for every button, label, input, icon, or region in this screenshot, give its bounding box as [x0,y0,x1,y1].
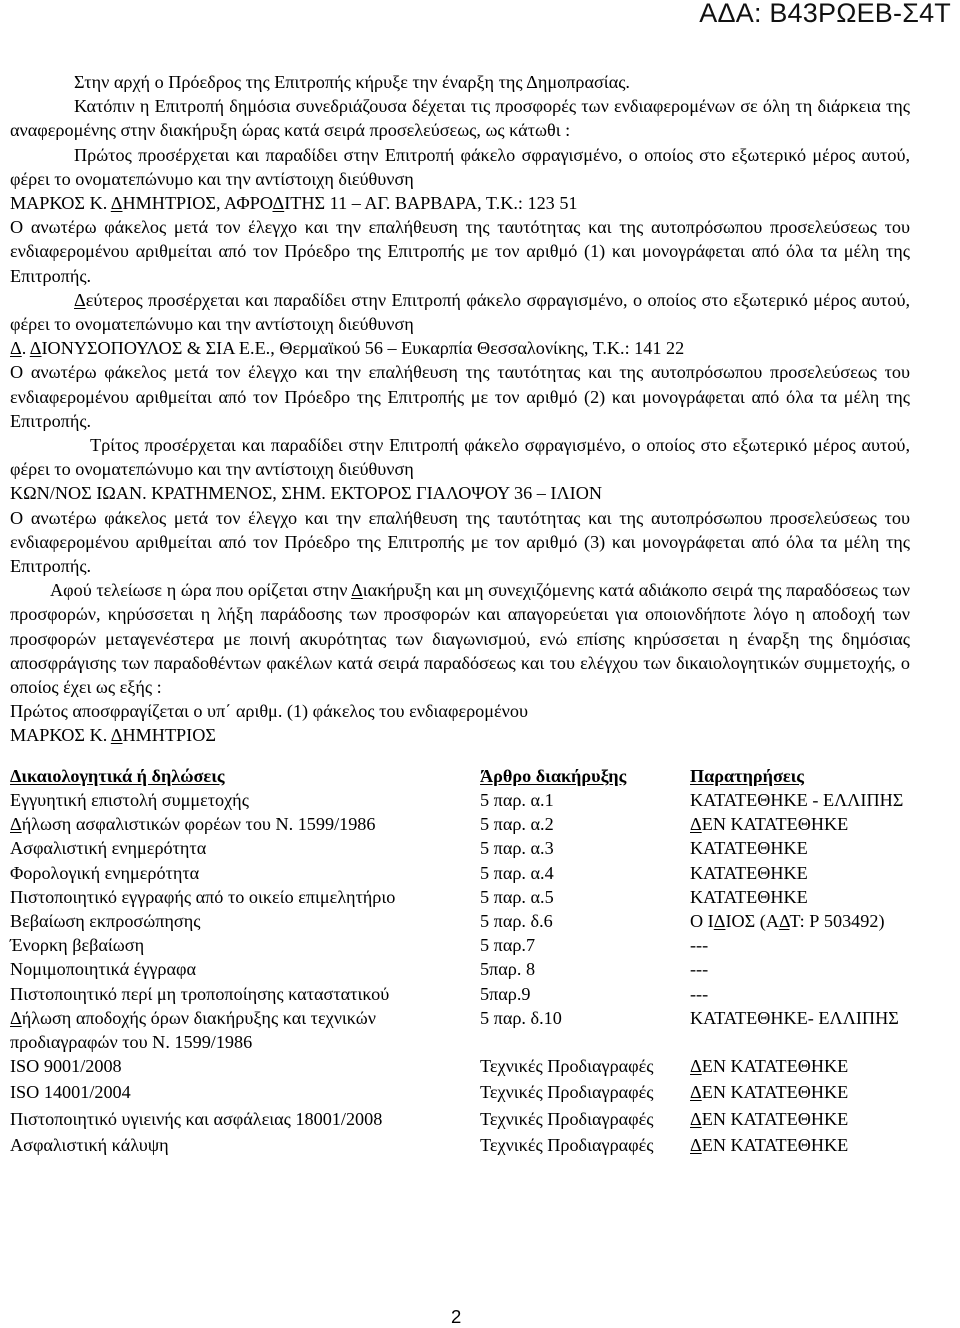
document-cell [10,957,480,981]
text-run: Ο Ι [690,910,714,931]
document-cell [10,885,480,909]
bidder-1-name [10,723,910,747]
text-run: ήλωση ασφαλιστικών φορέων του Ν. 1599/1986 [21,814,376,835]
remarks-cell [690,909,910,933]
text-run: ΕΝ ΚΑΤΑΤΕΘΗΚΕ [701,1082,849,1103]
article-cell: 5 παρ. δ.10 [480,1007,562,1028]
article-cell: Τεχνικές Προδιαγραφές [480,1134,654,1155]
text-run: Τ: Ρ 503492) [789,910,885,931]
document-cell [10,909,480,933]
underlined-text: Δ [110,725,123,746]
text-run: ΕΝ ΚΑΤΑΤΕΘΗΚΕ [701,1056,849,1077]
document-cell [10,933,480,957]
remarks-cell [690,885,910,909]
text-run: ΜΑΡΚΟΣ Κ. [10,725,111,746]
article-cell: 5 παρ. α.2 [480,814,554,835]
document-cell [10,788,480,812]
text-run: ΚΑΤΑΤΕΘΗΚΕ [690,862,808,883]
underlined-text: Δ [351,580,363,601]
text-run: εύτερος προσέρχεται και παραδίδει στην Επιτροπή φάκελο σφραγισμένο, ο οποίος στο εξωτερικό μέρος αυτού, φέρει το ονοματεπώνυμο και την αντίστοιχη διεύθυνση [10,289,910,335]
text-run: Ασφαλιστική κάλυψη [10,1134,169,1155]
table-row [10,909,910,933]
text-run: Πιστοποιητικό εγγραφής από το οικείο επιμελητήριο [10,886,396,907]
table-row [10,933,910,957]
text-run: ISO 9001/2008 [10,1056,122,1077]
text-run: ήλωση αποδοχής όρων διακήρυξης και τεχνικών προδιαγραφών του Ν. 1599/1986 [10,1007,377,1052]
article-cell: 5 παρ. δ.6 [480,910,553,931]
text-run: ΕΝ ΚΑΤΑΤΕΘΗΚΕ [701,814,849,835]
text-run: ΚΑΤΑΤΕΘΗΚΕ - ΕΛΛΙΠΗΣ [690,789,904,810]
text-run: ΗΜΗΤΡΙΟΣ [122,725,216,746]
remarks-cell [690,861,910,885]
document-name [10,1008,376,1052]
article-cell: Τεχνικές Προδιαγραφές [480,1056,654,1077]
text-run: Νομιμοποιητικά έγγραφα [10,959,197,980]
underlined-text: Δ [690,1108,702,1129]
text-run: . [21,338,30,359]
text-run: Φορολογική ενημερότητα [10,862,200,883]
underlined-text: Δ [778,910,790,931]
underlined-text: Δ [74,289,86,310]
remarks-cell [690,1080,910,1106]
remarks-cell [690,788,910,812]
header-documents: Δικαιολογητικά ή δηλώσεις [10,765,225,786]
document-cell [10,982,480,1006]
text-run: Ένορκη βεβαίωση [10,935,145,956]
text-run: Εγγυητική επιστολή συμμετοχής [10,789,249,810]
text-run: ΙΟΣ (Α [725,910,779,931]
underlined-text: Δ [29,338,42,359]
text-run: ΙΟΝΥΣΟΠΟΥΛΟΣ & ΣΙΑ Ε.Ε., Θερμαϊκού 56 – Ευκαρπία Θεσσαλονίκης, Τ.Κ.: 141 22 [41,338,685,359]
header-article: Άρθρο διακήρυξης [480,765,627,786]
document-cell [10,1006,480,1054]
underlined-text: Δ [10,338,22,359]
text-run: ΙΤΗΣ 11 – ΑΓ. ΒΑΡΒΑΡΑ, Τ.Κ.: 123 51 [284,193,578,214]
header-remarks: Παρατηρήσεις [690,765,804,786]
document-name [10,911,200,931]
text-run: Βεβαίωση εκπροσώπησης [10,910,201,931]
article-cell: Τεχνικές Προδιαγραφές [480,1082,654,1103]
underlined-text: Δ [10,1007,22,1028]
text-run: ΚΑΤΑΤΕΘΗΚΕ- ΕΛΛΙΠΗΣ [690,1007,899,1028]
ada-reference-code: ΑΔΑ: Β43ΡΩΕΒ-Σ4Τ [699,0,951,28]
document-name [10,863,199,883]
table-row [10,1107,910,1133]
document-name [10,790,249,810]
document-name [10,935,144,955]
first-envelope-unsealed: Πρώτος αποσφραγίζεται ο υπ΄ αριθμ. (1) φάκελος του ενδιαφερομένου [10,701,528,722]
underlined-text: Δ [690,1056,702,1077]
underlined-text: Δ [110,193,123,214]
text-run: Πιστοποιητικό υγιεινής και ασφάλειας 18001/2008 [10,1108,383,1129]
bidder-2-verification: Ο ανωτέρω φάκελος μετά τον έλεγχο και την επαλήθευση της ταυτότητας και της αυτοπρόσωπου προσελεύσεως του ενδιαφερομένου αριθμείται από τον Πρόεδρο της Επιτροπής με τον αριθμό (2) και μονογράφεται από όλα τα μέλη της Επιτροπής. [10,362,910,431]
text-run: Αφού τελείωσε η ώρα που ορίζεται στην [50,580,352,601]
document-cell [10,1107,480,1133]
text-run: ΜΑΡΚΟΣ Κ. [10,193,111,214]
table-row [10,788,910,812]
article-cell: 5 παρ. α.1 [480,789,554,810]
article-cell: 5 παρ. α.4 [480,862,554,883]
text-run: ΚΑΤΑΤΕΘΗΚΕ [690,886,808,907]
document-name [10,1135,169,1155]
bidder-3-address: ΚΩΝ/ΝΟΣ ΙΩΑΝ. ΚΡΑΤΗΜΕΝΟΣ, ΣΗΜ. ΕΚΤΟΡΟΣ ΓΙΑΛΟΨΟΥ 36 – ΙΛΙΟΝ [10,483,602,504]
remarks-cell [690,1006,910,1054]
document-name [10,1056,122,1076]
article-cell: Τεχνικές Προδιαγραφές [480,1108,654,1129]
remarks-cell [690,836,910,860]
text-run: --- [690,983,709,1004]
bidder-3-intro: Τρίτος προσέρχεται και παραδίδει στην Επιτροπή φάκελο σφραγισμένο, ο οποίος στο εξωτερικό μέρος αυτού, φέρει το ονοματεπώνυμο και την αντίστοιχη διεύθυνση [10,435,910,480]
minutes-body [10,70,910,1157]
text-run: --- [690,935,709,956]
table-row [10,885,910,909]
underlined-text: Δ [10,814,22,835]
remarks-cell [690,933,910,957]
table-row [10,1006,910,1054]
documents-table-body [10,788,910,1157]
bidder-1-address [10,191,910,215]
text-run: Πιστοποιητικό περί μη τροποποίησης καταστατικού [10,983,390,1004]
text-run: ΕΝ ΚΑΤΑΤΕΘΗΚΕ [701,1134,849,1155]
document-name [10,814,376,834]
bidder-2-intro [10,288,910,336]
document-name [10,1109,382,1129]
table-row [10,836,910,860]
table-row [10,1054,910,1080]
underlined-text: Δ [690,1082,702,1103]
table-row [10,861,910,885]
document-cell [10,836,480,860]
page-number: 2 [451,1306,462,1327]
opening-statement: Στην αρχή ο Πρόεδρος της Επιτροπής κήρυξε την έναρξη της Δημοπρασίας. [74,72,630,92]
table-row [10,1133,910,1157]
remarks-cell [690,982,910,1006]
article-cell: 5παρ. 8 [480,959,536,980]
table-row [10,957,910,981]
article-cell: 5 παρ.7 [480,935,536,956]
article-cell: 5 παρ. α.5 [480,886,554,907]
underlined-text: Δ [690,1134,702,1155]
bid-submission-closing [10,578,910,699]
table-header-row [10,764,910,788]
document-name [10,959,196,979]
document-cell [10,861,480,885]
article-cell: 5 παρ. α.3 [480,838,554,859]
document-name [10,1082,131,1102]
underlined-text: Δ [690,814,702,835]
bidder-2-address [10,336,910,360]
underlined-text: Δ [272,193,285,214]
text-run: ΕΝ ΚΑΤΑΤΕΘΗΚΕ [701,1108,849,1129]
bidder-3-verification: Ο ανωτέρω φάκελος μετά τον έλεγχο και την επαλήθευση της ταυτότητας και της αυτοπρόσωπου προσελεύσεως του ενδιαφερομένου αριθμείται από τον Πρόεδρο της Επιτροπής με τον αριθμό (3) και μονογράφεται από όλα τα μέλη της Επιτροπής. [10,507,910,577]
document-cell [10,1133,480,1157]
text-run: ΗΜΗΤΡΙΟΣ, ΑΦΡΟ [122,193,273,214]
committee-receives-bids: Κατόπιν η Επιτροπή δημόσια συνεδριάζουσα δέχεται τις προσφορές των ενδιαφερομένων σε όλη τη διάρκεια της αναφερομένης στην διακήρυξη ώρας κατά σειρά προσελεύσεως, ως κάτωθι : [10,96,910,141]
document-name [10,838,206,858]
text-run: ISO 14001/2004 [10,1082,131,1103]
table-row [10,812,910,836]
document-cell [10,812,480,836]
text-run: --- [690,959,709,980]
document-name [10,984,389,1004]
table-row [10,982,910,1006]
documents-table [10,764,910,1157]
document-cell [10,1080,480,1106]
remarks-cell [690,1133,910,1157]
underlined-text: Δ [713,910,726,931]
remarks-cell [690,1107,910,1133]
text-run: ΚΑΤΑΤΕΘΗΚΕ [690,838,808,859]
document-name [10,887,395,907]
remarks-cell [690,1054,910,1080]
document-cell [10,1054,480,1080]
remarks-cell [690,957,910,981]
text-run: Ασφαλιστική ενημερότητα [10,838,207,859]
bidder-1-verification: Ο ανωτέρω φάκελος μετά τον έλεγχο και την επαλήθευση της ταυτότητας και της αυτοπρόσωπου προσελεύσεως του ενδιαφερομένου αριθμείται από τον Πρόεδρο της Επιτροπής με τον αριθμό (1) και μονογράφεται από όλα τα μέλη της Επιτροπής. [10,217,910,286]
bidder-1-intro: Πρώτος προσέρχεται και παραδίδει στην Επιτροπή φάκελο σφραγισμένο, ο οποίος στο εξωτερικό μέρος αυτού, φέρει το ονοματεπώνυμο και την αντίστοιχη διεύθυνση [10,144,910,189]
text-run: ιακήρυξη και μη συνεχιζόμενης κατά αδιάκοπο σειρά της παραδόσεως των προσφορών, κηρύσσεται η λήξη παράδοσης των προσφορών και απαγορεύεται για οποιονδήποτε λόγο η αποδοχή των προσφορών μεταγενέστερα με ποινή ακυρότητας των διαγωνισμού, ενώ επίσης κηρύσσεται η έναρξη της δημόσιας αποσφράγισης των παραδοθέντων φακέλων κατά σειρά παραδόσεως και του ελέγχου των δικαιολογητικών συμμετοχής, ο οποίος έχει ως εξής : [10,580,910,698]
remarks-cell [690,812,910,836]
article-cell: 5παρ.9 [480,983,531,1004]
table-row [10,1080,910,1106]
